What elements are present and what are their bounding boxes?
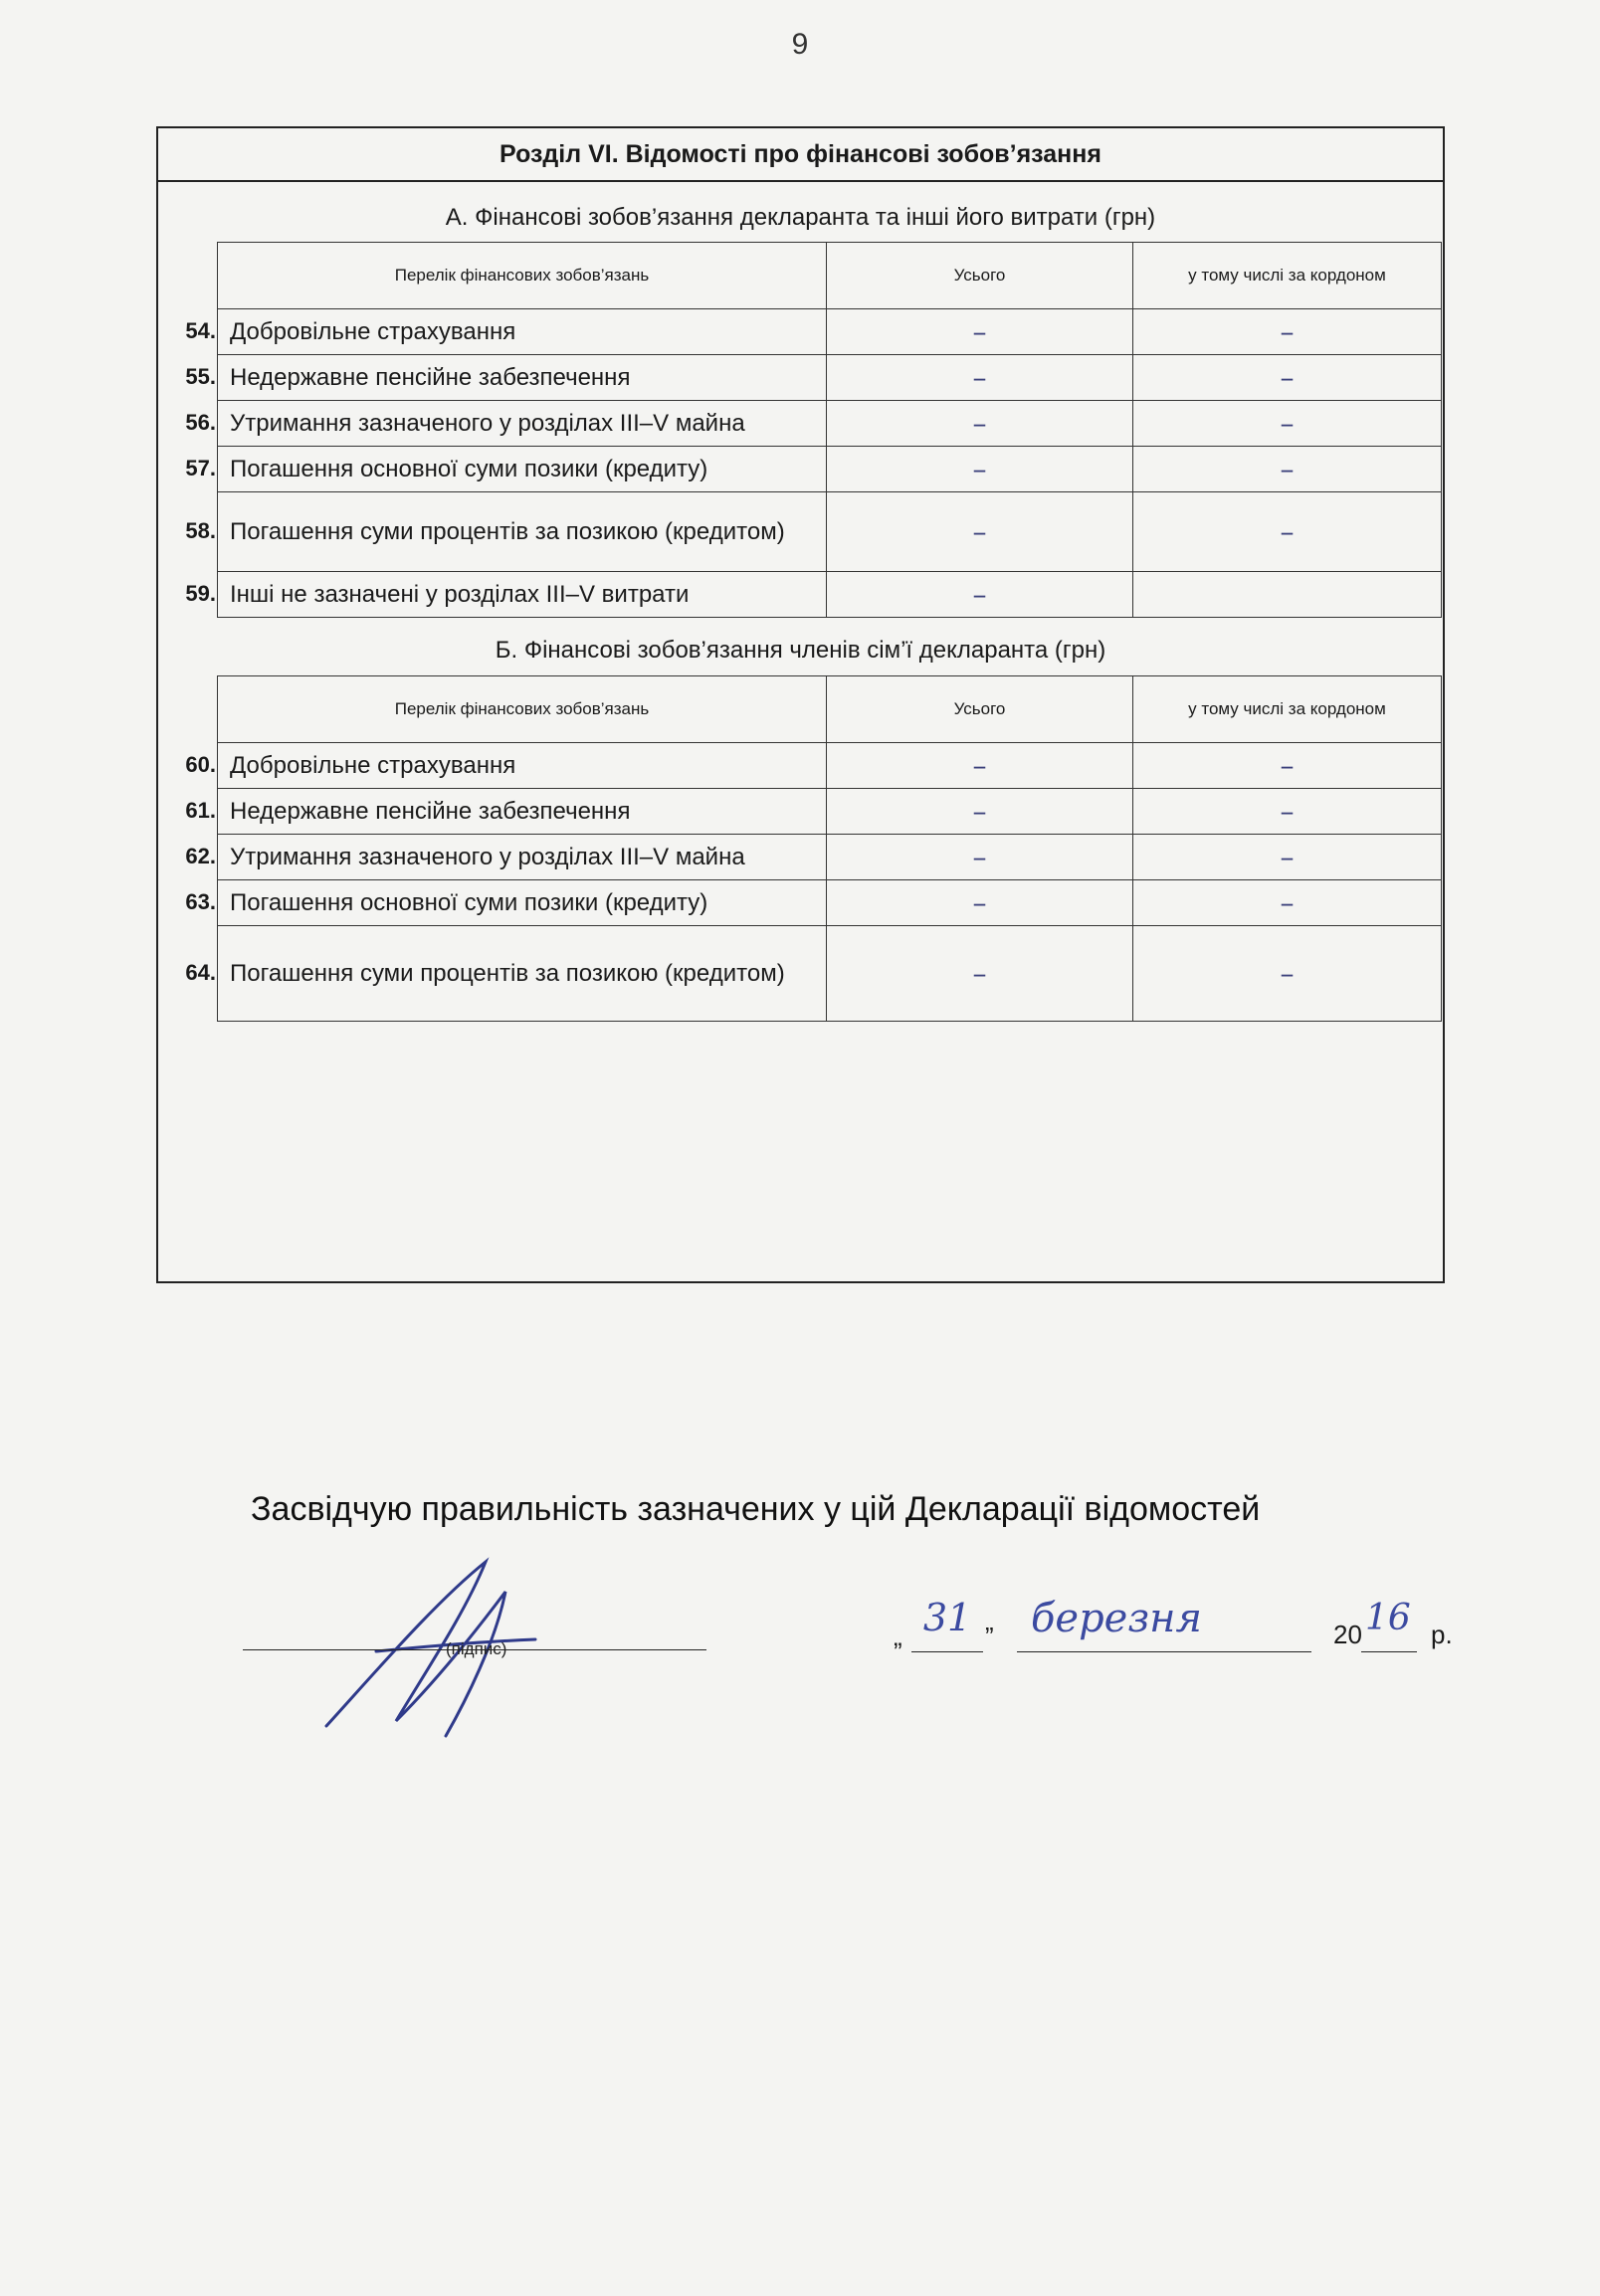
row-number: 57. <box>185 455 216 480</box>
date-month: березня <box>1030 1596 1202 1641</box>
obligation-label: Недержавне пенсійне забезпечення <box>230 363 631 391</box>
row-number: 61. <box>185 797 216 823</box>
date-year-line <box>1361 1651 1417 1652</box>
table-row <box>218 926 1442 1022</box>
obligation-label-cell <box>185 572 827 618</box>
date-year-suffix: 16 <box>1365 1598 1411 1638</box>
row-number: 64. <box>185 959 216 985</box>
abroad-value: – <box>1133 447 1442 492</box>
date-quote-close: ” <box>985 1622 994 1651</box>
date-year-abbrev: р. <box>1431 1620 1453 1649</box>
obligation-label-cell <box>185 355 827 401</box>
obligation-label: Погашення основної суми позики (кредиту) <box>230 888 708 916</box>
obligation-label-cell <box>185 447 827 492</box>
total-value: – <box>827 572 1133 618</box>
total-value: – <box>827 743 1133 789</box>
header-total: Усього <box>827 676 1133 743</box>
abroad-value <box>1133 572 1442 618</box>
obligation-label: Погашення суми процентів за позикою (кредитом) <box>230 959 785 987</box>
obligation-label: Добровільне страхування <box>230 751 516 779</box>
date-day: 31 <box>922 1596 972 1639</box>
obligation-label: Погашення основної суми позики (кредиту) <box>230 455 708 482</box>
part-a-table <box>185 242 1441 618</box>
total-value: – <box>827 880 1133 926</box>
total-value: – <box>827 309 1133 355</box>
obligation-label: Недержавне пенсійне забезпечення <box>230 797 631 825</box>
table-row <box>218 835 1442 880</box>
total-value: – <box>827 926 1133 1022</box>
row-number: 62. <box>185 843 216 868</box>
row-number: 56. <box>185 409 216 435</box>
header-abroad: у тому числі за кордоном <box>1133 676 1442 743</box>
table-header-row <box>218 243 1442 309</box>
row-number: 54. <box>185 317 216 343</box>
page-number: 9 <box>791 28 809 61</box>
signature-caption: (підпис) <box>446 1639 507 1658</box>
abroad-value: – <box>1133 401 1442 447</box>
abroad-value: – <box>1133 789 1442 835</box>
total-value: – <box>827 789 1133 835</box>
date-month-line <box>1017 1651 1311 1652</box>
date-day-line <box>911 1651 983 1652</box>
obligation-label-cell <box>185 835 827 880</box>
table-row <box>218 880 1442 926</box>
abroad-value: – <box>1133 835 1442 880</box>
abroad-value: – <box>1133 743 1442 789</box>
obligation-label: Добровільне страхування <box>230 317 516 345</box>
header-abroad: у тому числі за кордоном <box>1133 243 1442 309</box>
total-value: – <box>827 492 1133 572</box>
row-number: 60. <box>185 751 216 777</box>
abroad-value: – <box>1133 492 1442 572</box>
obligation-label-cell <box>185 926 827 1022</box>
row-number: 59. <box>185 580 216 606</box>
part-b-title: Б. Фінансові зобов’язання членів сім’ї декларанта (грн) <box>495 637 1106 664</box>
table-row <box>218 743 1442 789</box>
table-row <box>218 492 1442 572</box>
section-financial-obligations <box>156 126 1445 1283</box>
table-row <box>218 309 1442 355</box>
obligation-label-cell <box>185 401 827 447</box>
obligation-label-cell <box>185 309 827 355</box>
obligation-label-cell <box>185 743 827 789</box>
obligation-label: Інші не зазначені у розділах III–V витрати <box>230 580 690 608</box>
header-total: Усього <box>827 243 1133 309</box>
row-number: 63. <box>185 888 216 914</box>
abroad-value: – <box>1133 309 1442 355</box>
part-a-title: А. Фінансові зобов’язання декларанта та інші його витрати (грн) <box>445 204 1156 231</box>
section-title: Розділ VI. Відомості про фінансові зобов’язання <box>158 128 1443 182</box>
obligation-label: Утримання зазначеного у розділах III–V майна <box>230 843 745 870</box>
date-block <box>894 1596 1471 1655</box>
total-value: – <box>827 401 1133 447</box>
date-year-prefix: 20 <box>1333 1620 1362 1649</box>
abroad-value: – <box>1133 926 1442 1022</box>
total-value: – <box>827 447 1133 492</box>
date-quote-open: „ <box>894 1622 902 1651</box>
table-row <box>218 401 1442 447</box>
table-row <box>218 447 1442 492</box>
obligation-label: Утримання зазначеного у розділах III–V майна <box>230 409 745 437</box>
header-list: Перелік фінансових зобов’язань <box>218 243 827 309</box>
handwritten-signature <box>316 1552 545 1741</box>
total-value: – <box>827 355 1133 401</box>
obligation-label: Погашення суми процентів за позикою (кредитом) <box>230 517 785 545</box>
total-value: – <box>827 835 1133 880</box>
header-list: Перелік фінансових зобов’язань <box>218 676 827 743</box>
table-header-row <box>218 676 1442 743</box>
obligation-label-cell <box>185 492 827 572</box>
row-number: 58. <box>185 517 216 543</box>
table-row <box>218 355 1442 401</box>
certification-statement: Засвідчую правильність зазначених у цій Декларації відомостей <box>251 1490 1261 1528</box>
abroad-value: – <box>1133 880 1442 926</box>
abroad-value: – <box>1133 355 1442 401</box>
table-row <box>218 572 1442 618</box>
obligation-label-cell <box>185 880 827 926</box>
row-number: 55. <box>185 363 216 389</box>
table-row <box>218 789 1442 835</box>
obligation-label-cell <box>185 789 827 835</box>
part-b-table <box>185 675 1441 1022</box>
